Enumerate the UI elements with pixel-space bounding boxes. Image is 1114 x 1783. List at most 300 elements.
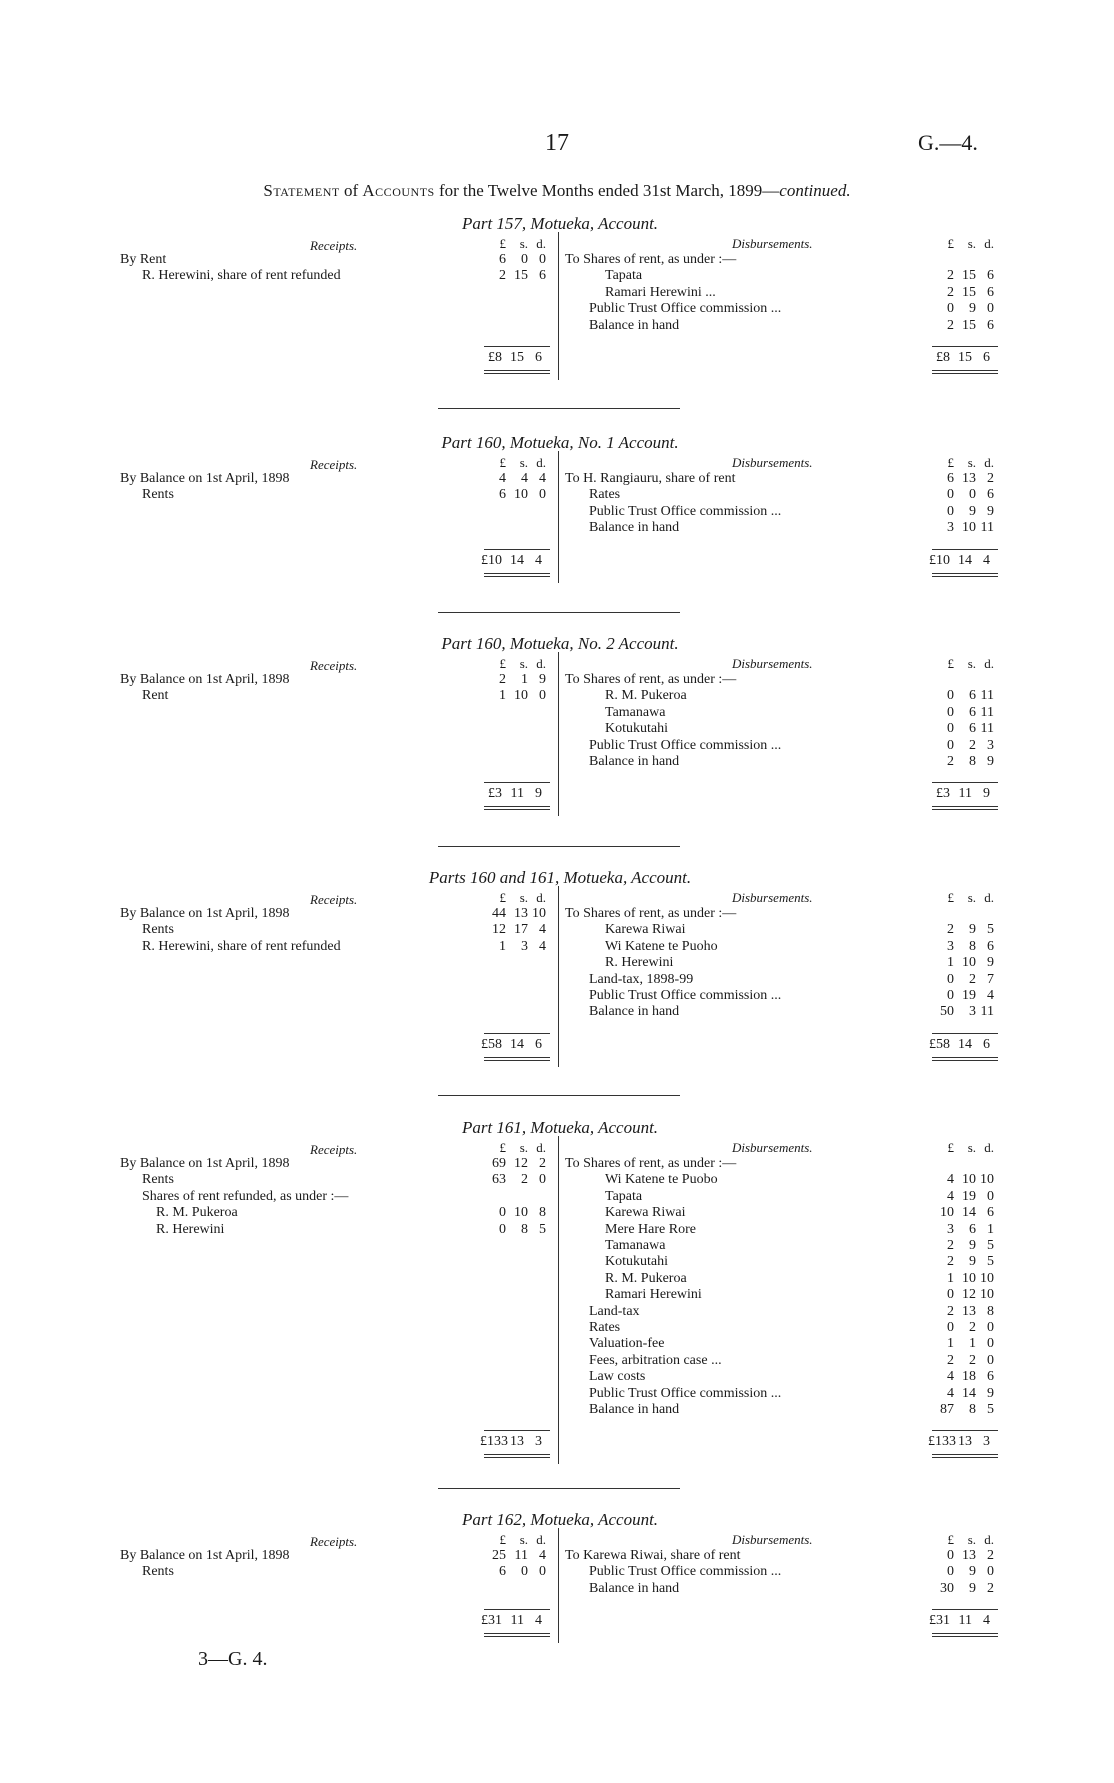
amount-part: d. xyxy=(536,890,546,905)
receipt-label: Rents xyxy=(142,1564,174,1580)
receipts-heading: Receipts. xyxy=(310,1534,358,1549)
disbursements-lsd-heading xyxy=(932,656,994,672)
disbursement-row xyxy=(565,1353,1000,1369)
amount-part: 14 xyxy=(958,552,972,568)
disbursement-label: Tamanawa xyxy=(605,1238,666,1253)
disbursement-label: To Karewa Riwai, share of rent xyxy=(565,1548,741,1563)
column-divider xyxy=(558,1528,559,1643)
amount-part: 3 xyxy=(947,520,954,536)
amount-part: 13 xyxy=(510,1434,524,1450)
disbursement-label: Balance in hand xyxy=(589,1402,680,1417)
receipt-amount xyxy=(484,939,546,955)
amount-part: 5 xyxy=(539,1221,546,1237)
disbursement-label: To Shares of rent, as under :— xyxy=(565,672,737,687)
disbursements-heading: Disbursements. xyxy=(732,1140,813,1155)
receipt-label: By Balance on 1st April, 1898 xyxy=(120,906,290,921)
amount-part: 14 xyxy=(510,552,524,568)
amount-part: 4 xyxy=(947,1188,954,1204)
receipts-lsd-heading xyxy=(484,1140,546,1156)
amount-part: 6 xyxy=(987,938,994,954)
amount-part: 2 xyxy=(987,471,994,486)
disbursement-label: Tapata xyxy=(605,268,643,284)
section-separator xyxy=(438,1488,680,1489)
amount-part: 3 xyxy=(535,1434,542,1450)
amount-part: 11 xyxy=(980,704,994,720)
disbursement-label: Tamanawa xyxy=(605,704,666,720)
amount-part: 0 xyxy=(969,487,976,503)
disbursements-total xyxy=(928,1613,990,1629)
amount-part: 2 xyxy=(947,284,954,300)
disbursement-label: Public Trust Office commission ... xyxy=(589,301,782,317)
amount-part: 18 xyxy=(962,1369,976,1385)
receipt-amount xyxy=(484,1205,546,1221)
disbursements-lsd-heading xyxy=(932,455,994,471)
disbursement-row xyxy=(565,1564,1000,1580)
disbursement-amount xyxy=(932,1581,994,1597)
amount-part: 9 xyxy=(969,301,976,317)
amount-part: 14 xyxy=(510,1036,524,1052)
amount-part: s. xyxy=(519,236,528,251)
disbursements-double-rule xyxy=(932,806,998,810)
disbursement-amount xyxy=(932,1564,994,1580)
disbursement-row xyxy=(565,1304,1000,1320)
amount-part: s. xyxy=(519,656,528,671)
account-title: Part 157, Motueka, Account. xyxy=(461,214,659,233)
disbursement-label: Mere Hare Rore xyxy=(605,1221,696,1237)
amount-part: s. xyxy=(967,656,976,671)
amount-part: d. xyxy=(984,455,994,470)
disbursement-label: Public Trust Office commission ... xyxy=(589,1564,782,1580)
amount-part: s. xyxy=(967,236,976,251)
receipts-double-rule xyxy=(484,573,550,577)
amount-part: 2 xyxy=(521,1172,528,1188)
amount-part: 0 xyxy=(947,487,954,503)
disbursements-heading: Disbursements. xyxy=(732,236,813,251)
amount-part: 2 xyxy=(987,1548,994,1563)
disbursements-total xyxy=(928,1037,990,1053)
amount-part: 4 xyxy=(539,922,546,938)
amount-part: 2 xyxy=(947,1303,954,1319)
amount-part: 13 xyxy=(958,1434,972,1450)
amount-part: 0 xyxy=(539,487,546,503)
amount-part: 1 xyxy=(947,1336,954,1352)
amount-part: 63 xyxy=(492,1172,506,1188)
amount-part: 87 xyxy=(940,1402,954,1417)
receipts-lsd-heading xyxy=(484,455,546,471)
amount-part: 44 xyxy=(492,906,506,921)
section-separator xyxy=(438,612,680,613)
receipts-lsd-heading xyxy=(484,1532,546,1548)
disbursements-double-rule xyxy=(932,370,998,374)
amount-part: 0 xyxy=(539,252,546,267)
amount-part: £10 xyxy=(481,552,502,568)
disbursement-label: To Shares of rent, as under :— xyxy=(565,252,737,267)
amount-part: 15 xyxy=(514,268,528,284)
disbursement-row xyxy=(565,1320,1000,1336)
receipt-label: R. Herewini, share of rent refunded xyxy=(142,938,341,954)
disbursements-lsd-heading xyxy=(932,236,994,252)
account-6 xyxy=(120,1510,1000,1659)
amount-part: 2 xyxy=(539,1156,546,1171)
disbursement-amount xyxy=(932,1353,994,1369)
amount-part: 9 xyxy=(535,786,542,802)
receipts-total xyxy=(480,1613,542,1629)
receipt-row xyxy=(120,1548,550,1564)
amount-part: 30 xyxy=(940,1580,954,1596)
amount-part: 9 xyxy=(987,1385,994,1401)
disbursement-row xyxy=(565,285,1000,301)
disbursements-lsd-heading xyxy=(932,1532,994,1548)
disbursement-row xyxy=(565,1205,1000,1221)
amount-part: 0 xyxy=(947,704,954,720)
disbursement-row xyxy=(565,922,1000,938)
amount-part: 3 xyxy=(987,737,994,753)
amount-part: 6 xyxy=(987,1369,994,1385)
amount-part: 0 xyxy=(499,1205,506,1221)
amount-part: 6 xyxy=(987,284,994,300)
amount-part: 2 xyxy=(987,1580,994,1596)
receipt-amount xyxy=(484,672,546,688)
disbursement-row xyxy=(565,504,1000,520)
amount-part: 10 xyxy=(514,1205,528,1221)
amount-part: 6 xyxy=(499,487,506,503)
amount-part: £ xyxy=(947,890,954,905)
amount-part: 6 xyxy=(987,268,994,284)
amount-part: 7 xyxy=(987,971,994,987)
amount-part: 17 xyxy=(514,922,528,938)
amount-part: 8 xyxy=(539,1205,546,1221)
receipt-label: By Balance on 1st April, 1898 xyxy=(120,672,290,687)
amount-part: 0 xyxy=(987,1188,994,1204)
disbursements-total xyxy=(928,553,990,569)
disbursements-double-rule xyxy=(932,1454,998,1458)
disbursement-label: Balance in hand xyxy=(589,1580,680,1596)
receipt-row xyxy=(120,1156,550,1172)
disbursement-label: Ramari Herewini ... xyxy=(605,284,716,300)
amount-part: 10 xyxy=(514,688,528,704)
disbursements-total xyxy=(928,1434,990,1450)
receipts-total xyxy=(480,1434,542,1450)
amount-part: 4 xyxy=(983,1613,990,1629)
receipts-heading: Receipts. xyxy=(310,658,358,673)
disbursement-row xyxy=(565,972,1000,988)
amount-part: 9 xyxy=(987,503,994,519)
account-title: Part 162, Motueka, Account. xyxy=(461,1510,659,1529)
amount-part: 13 xyxy=(962,1303,976,1319)
amount-part: s. xyxy=(519,455,528,470)
account-1 xyxy=(120,214,1000,396)
amount-part: 1 xyxy=(499,688,506,704)
disbursement-row xyxy=(565,939,1000,955)
receipt-row xyxy=(120,1172,550,1188)
disbursement-amount xyxy=(932,1222,994,1238)
amount-part: 0 xyxy=(947,721,954,737)
title-word-accounts: Accounts xyxy=(362,181,435,200)
amount-part: 5 xyxy=(987,922,994,938)
receipts-heading: Receipts. xyxy=(310,457,358,472)
amount-part: 11 xyxy=(980,721,994,737)
amount-part: £3 xyxy=(936,786,950,802)
disbursement-row xyxy=(565,520,1000,536)
amount-part: 0 xyxy=(499,1221,506,1237)
amount-part: £ xyxy=(947,1140,954,1155)
disbursement-amount xyxy=(932,520,994,536)
amount-part: 6 xyxy=(969,688,976,704)
disbursement-row xyxy=(565,688,1000,704)
amount-part: 15 xyxy=(962,317,976,333)
account-2 xyxy=(120,433,1000,599)
amount-part: 6 xyxy=(969,1221,976,1237)
disbursements-sum-rule xyxy=(932,782,998,783)
amount-part: £58 xyxy=(481,1036,502,1052)
disbursement-label: Tapata xyxy=(605,1188,643,1204)
receipts-sum-rule xyxy=(484,549,550,550)
disbursement-amount xyxy=(932,504,994,520)
receipt-row xyxy=(120,672,550,688)
amount-part: £ xyxy=(499,656,506,671)
amount-part: 2 xyxy=(969,1320,976,1335)
disbursement-amount xyxy=(932,301,994,317)
amount-part: 6 xyxy=(535,350,542,365)
receipt-label: R. Herewini, share of rent refunded xyxy=(142,268,341,284)
amount-part: 4 xyxy=(539,471,546,486)
receipt-label: Rents xyxy=(142,922,174,938)
amount-part: 4 xyxy=(499,471,506,486)
disbursement-row xyxy=(565,738,1000,754)
amount-part: 9 xyxy=(969,1238,976,1253)
receipts-double-rule xyxy=(484,806,550,810)
page-code: G.—4. xyxy=(918,130,978,155)
amount-part: 3 xyxy=(969,1004,976,1020)
receipts-double-rule xyxy=(484,370,550,374)
disbursement-amount xyxy=(932,1271,994,1287)
amount-part: 1 xyxy=(499,938,506,954)
disbursements-heading: Disbursements. xyxy=(732,656,813,671)
disbursements-sum-rule xyxy=(932,346,998,347)
amount-part: d. xyxy=(536,656,546,671)
disbursement-amount xyxy=(932,1238,994,1254)
disbursement-label: Karewa Riwai xyxy=(605,1205,686,1221)
disbursement-amount xyxy=(932,1320,994,1336)
amount-part: 0 xyxy=(947,1548,954,1563)
amount-part: 3 xyxy=(521,938,528,954)
amount-part: 0 xyxy=(947,688,954,704)
account-5 xyxy=(120,1118,1000,1480)
amount-part: 8 xyxy=(521,1221,528,1237)
disbursement-row xyxy=(565,906,1000,922)
account-title: Parts 160 and 161, Motueka, Account. xyxy=(428,868,692,887)
amount-part: 10 xyxy=(980,1287,994,1303)
amount-part: 5 xyxy=(987,1254,994,1270)
amount-part: 0 xyxy=(987,1564,994,1580)
amount-part: 0 xyxy=(947,1287,954,1303)
receipt-amount xyxy=(484,906,546,922)
amount-part: £133 xyxy=(480,1434,508,1450)
amount-part: 11 xyxy=(958,1613,972,1629)
receipt-label: By Balance on 1st April, 1898 xyxy=(120,471,290,486)
disbursement-row xyxy=(565,471,1000,487)
amount-part: 8 xyxy=(969,1402,976,1417)
amount-part: £3 xyxy=(488,786,502,802)
disbursements-sum-rule xyxy=(932,1609,998,1610)
statement-title xyxy=(0,181,1114,201)
amount-part: s. xyxy=(519,1532,528,1547)
amount-part: 11 xyxy=(514,1548,528,1563)
amount-part: 0 xyxy=(947,988,954,1003)
disbursement-label: To H. Rangiauru, share of rent xyxy=(565,471,736,486)
disbursement-row xyxy=(565,1222,1000,1238)
amount-part: 6 xyxy=(987,317,994,333)
amount-part: 11 xyxy=(510,1613,524,1629)
amount-part: 14 xyxy=(962,1385,976,1401)
amount-part: 3 xyxy=(983,1434,990,1450)
amount-part: 4 xyxy=(947,1172,954,1188)
disbursements-total xyxy=(928,350,990,366)
receipts-sum-rule xyxy=(484,1033,550,1034)
amount-part: 15 xyxy=(510,350,524,365)
disbursement-row xyxy=(565,1254,1000,1270)
amount-part: 6 xyxy=(983,350,990,365)
amount-part: £ xyxy=(947,656,954,671)
disbursement-amount xyxy=(932,955,994,971)
disbursement-label: Karewa Riwai xyxy=(605,922,686,938)
title-word-of: of xyxy=(339,181,363,200)
section-separator xyxy=(438,408,680,409)
disbursement-label: Rates xyxy=(589,1320,621,1335)
amount-part: 4 xyxy=(535,1613,542,1629)
amount-part: 9 xyxy=(987,754,994,769)
disbursements-sum-rule xyxy=(932,1033,998,1034)
receipt-row xyxy=(120,1222,550,1238)
disbursement-row xyxy=(565,1336,1000,1352)
amount-part: £ xyxy=(947,455,954,470)
amount-part: £ xyxy=(499,1140,506,1155)
disbursements-double-rule xyxy=(932,1633,998,1637)
disbursements-heading: Disbursements. xyxy=(732,890,813,905)
amount-part: 2 xyxy=(947,754,954,769)
amount-part: 1 xyxy=(969,1336,976,1352)
disbursement-amount xyxy=(932,738,994,754)
account-4 xyxy=(120,868,1000,1083)
account-title: Part 161, Motueka, Account. xyxy=(461,1118,659,1137)
receipt-amount xyxy=(484,1172,546,1188)
amount-part: 0 xyxy=(947,301,954,317)
disbursement-label: Balance in hand xyxy=(589,317,680,333)
amount-part: 8 xyxy=(969,938,976,954)
receipt-amount xyxy=(484,268,546,284)
receipt-amount xyxy=(484,471,546,487)
amount-part: 13 xyxy=(962,1548,976,1563)
amount-part: 12 xyxy=(492,922,506,938)
amount-part: 0 xyxy=(987,1320,994,1335)
amount-part: 10 xyxy=(940,1205,954,1221)
amount-part: 5 xyxy=(987,1238,994,1253)
amount-part: 10 xyxy=(962,520,976,536)
amount-part: 4 xyxy=(947,1369,954,1385)
account-title: Part 160, Motueka, No. 1 Account. xyxy=(441,433,679,452)
amount-part: 4 xyxy=(983,552,990,568)
amount-part: d. xyxy=(984,1140,994,1155)
receipt-row xyxy=(120,922,550,938)
amount-part: d. xyxy=(984,236,994,251)
amount-part: £133 xyxy=(928,1434,956,1450)
disbursement-amount xyxy=(932,922,994,938)
receipts-sum-rule xyxy=(484,346,550,347)
disbursement-row xyxy=(565,1271,1000,1287)
disbursement-row xyxy=(565,1369,1000,1385)
amount-part: 9 xyxy=(969,1564,976,1580)
receipts-total xyxy=(480,553,542,569)
amount-part: 0 xyxy=(987,1336,994,1352)
disbursement-amount xyxy=(932,754,994,770)
amount-part: 14 xyxy=(958,1036,972,1052)
amount-part: £ xyxy=(499,236,506,251)
amount-part: 4 xyxy=(535,552,542,568)
amount-part: 6 xyxy=(987,487,994,503)
amount-part: 0 xyxy=(987,301,994,317)
column-divider xyxy=(558,451,559,583)
disbursement-label: Public Trust Office commission ... xyxy=(589,988,782,1003)
disbursement-label: Ramari Herewini xyxy=(605,1287,702,1303)
amount-part: 2 xyxy=(969,737,976,753)
amount-part: 6 xyxy=(969,721,976,737)
receipt-row xyxy=(120,1205,550,1221)
disbursements-heading: Disbursements. xyxy=(732,455,813,470)
disbursement-amount xyxy=(932,1402,994,1418)
disbursement-label: Valuation-fee xyxy=(589,1336,665,1352)
disbursement-label: R. M. Pukeroa xyxy=(605,688,687,704)
receipts-total xyxy=(480,786,542,802)
amount-part: 0 xyxy=(947,1564,954,1580)
amount-part: 6 xyxy=(969,704,976,720)
receipts-lsd-heading xyxy=(484,890,546,906)
disbursement-row xyxy=(565,955,1000,971)
amount-part: 1 xyxy=(947,955,954,971)
amount-part: £ xyxy=(947,236,954,251)
receipt-label: By Rent xyxy=(120,252,167,267)
disbursement-amount xyxy=(932,688,994,704)
disbursement-amount xyxy=(932,285,994,301)
amount-part: 0 xyxy=(539,688,546,704)
amount-part: 13 xyxy=(962,471,976,486)
disbursement-row xyxy=(565,301,1000,317)
amount-part: 6 xyxy=(983,1036,990,1052)
receipt-row xyxy=(120,688,550,704)
disbursement-amount xyxy=(932,972,994,988)
amount-part: 11 xyxy=(980,1004,994,1020)
receipt-row xyxy=(120,906,550,922)
amount-part: 8 xyxy=(969,754,976,769)
disbursement-amount xyxy=(932,1336,994,1352)
receipts-total xyxy=(480,350,542,366)
amount-part: £ xyxy=(499,455,506,470)
receipt-row xyxy=(120,487,550,503)
disbursement-row xyxy=(565,754,1000,770)
receipt-amount xyxy=(484,1222,546,1238)
disbursement-amount xyxy=(932,1205,994,1221)
receipt-amount xyxy=(484,487,546,503)
amount-part: 15 xyxy=(962,268,976,284)
disbursement-row xyxy=(565,318,1000,334)
disbursement-label: Kotukutahi xyxy=(605,721,668,737)
disbursement-label: R. Herewini xyxy=(605,955,674,971)
disbursement-label: Wi Katene te Puoho xyxy=(605,938,718,954)
disbursement-amount xyxy=(932,988,994,1004)
amount-part: 4 xyxy=(987,988,994,1003)
disbursement-row xyxy=(565,252,1000,268)
amount-part: 0 xyxy=(947,1320,954,1335)
disbursement-label: Public Trust Office commission ... xyxy=(589,737,782,753)
